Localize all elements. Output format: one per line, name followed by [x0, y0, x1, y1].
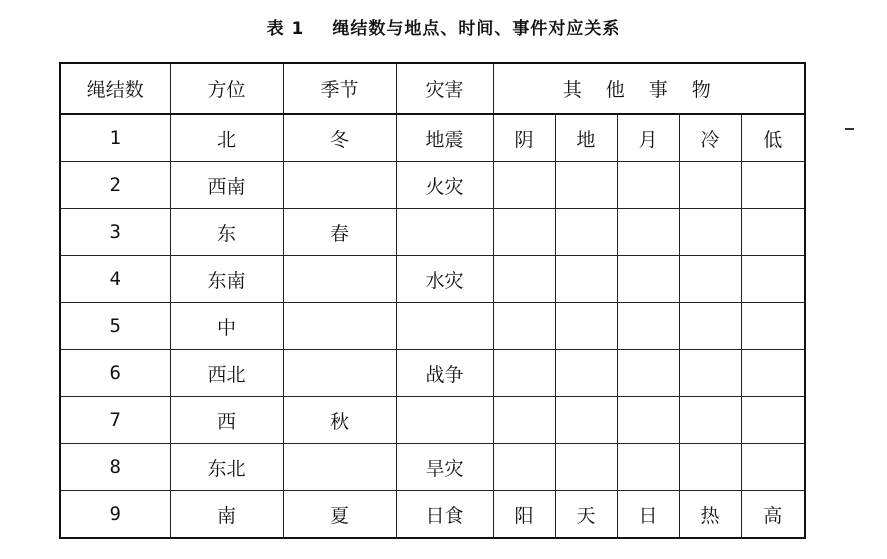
other-cell: 日 — [617, 491, 679, 539]
other-cell — [741, 209, 805, 256]
header-knots: 绳结数 — [60, 63, 170, 114]
other-cell — [555, 303, 617, 350]
other-cell — [617, 444, 679, 491]
other-cell — [679, 350, 741, 397]
knots-cell: 5 — [60, 303, 170, 350]
disaster-cell: 战争 — [396, 350, 493, 397]
season-cell: 春 — [283, 209, 396, 256]
season-cell — [283, 350, 396, 397]
direction-cell: 北 — [170, 114, 283, 162]
table-row — [60, 114, 805, 162]
table-row — [60, 303, 805, 350]
other-cell — [617, 397, 679, 444]
table-row — [60, 256, 805, 303]
direction-cell: 东南 — [170, 256, 283, 303]
direction-cell: 西南 — [170, 162, 283, 209]
season-cell — [283, 444, 396, 491]
other-cell — [679, 303, 741, 350]
direction-cell: 东北 — [170, 444, 283, 491]
table-row — [60, 397, 805, 444]
table-caption — [0, 14, 887, 39]
direction-cell: 南 — [170, 491, 283, 539]
direction-cell: 东 — [170, 209, 283, 256]
direction-cell: 中 — [170, 303, 283, 350]
other-cell — [741, 350, 805, 397]
other-cell — [679, 397, 741, 444]
other-cell — [679, 209, 741, 256]
other-cell — [555, 397, 617, 444]
knots-cell: 1 — [60, 114, 170, 162]
caption-number: 表 1 — [266, 19, 305, 39]
other-cell — [555, 350, 617, 397]
other-cell — [617, 303, 679, 350]
disaster-cell: 水灾 — [396, 256, 493, 303]
direction-cell: 西 — [170, 397, 283, 444]
other-cell — [741, 256, 805, 303]
table-row — [60, 209, 805, 256]
scan-mark — [845, 128, 854, 130]
season-cell — [283, 303, 396, 350]
season-cell: 秋 — [283, 397, 396, 444]
other-cell: 地 — [555, 114, 617, 162]
direction-cell: 西北 — [170, 350, 283, 397]
other-cell — [555, 256, 617, 303]
other-cell — [617, 256, 679, 303]
disaster-cell: 地震 — [396, 114, 493, 162]
season-cell: 夏 — [283, 491, 396, 539]
table-row — [60, 444, 805, 491]
other-cell — [741, 397, 805, 444]
other-cell — [679, 162, 741, 209]
header-direction: 方位 — [170, 63, 283, 114]
other-cell — [493, 256, 555, 303]
disaster-cell — [396, 397, 493, 444]
header-other: 其他事物 — [493, 63, 805, 114]
disaster-cell: 旱灾 — [396, 444, 493, 491]
table-row — [60, 350, 805, 397]
other-cell: 阳 — [493, 491, 555, 539]
other-cell: 天 — [555, 491, 617, 539]
other-cell — [493, 209, 555, 256]
other-cell — [617, 209, 679, 256]
other-cell: 高 — [741, 491, 805, 539]
correspondence-table — [59, 62, 806, 539]
knots-cell: 4 — [60, 256, 170, 303]
disaster-cell — [396, 303, 493, 350]
knots-cell: 6 — [60, 350, 170, 397]
caption-title: 绳结数与地点、时间、事件对应关系 — [332, 19, 621, 39]
header-season: 季节 — [283, 63, 396, 114]
header-disaster: 灾害 — [396, 63, 493, 114]
other-cell: 阴 — [493, 114, 555, 162]
season-cell: 冬 — [283, 114, 396, 162]
other-cell: 冷 — [679, 114, 741, 162]
knots-cell: 3 — [60, 209, 170, 256]
season-cell — [283, 256, 396, 303]
other-cell — [493, 350, 555, 397]
other-cell — [555, 162, 617, 209]
other-cell — [493, 397, 555, 444]
knots-cell: 9 — [60, 491, 170, 539]
other-cell — [741, 162, 805, 209]
other-cell — [493, 162, 555, 209]
other-cell — [617, 162, 679, 209]
other-cell — [555, 444, 617, 491]
disaster-cell: 火灾 — [396, 162, 493, 209]
other-cell — [555, 209, 617, 256]
disaster-cell — [396, 209, 493, 256]
knots-cell: 8 — [60, 444, 170, 491]
knots-cell: 7 — [60, 397, 170, 444]
other-cell — [679, 444, 741, 491]
other-cell: 热 — [679, 491, 741, 539]
disaster-cell: 日食 — [396, 491, 493, 539]
other-cell — [493, 303, 555, 350]
other-cell — [741, 303, 805, 350]
header-row — [60, 63, 805, 114]
other-cell — [493, 444, 555, 491]
other-cell — [741, 444, 805, 491]
other-cell — [617, 350, 679, 397]
table-row — [60, 162, 805, 209]
table-row — [60, 491, 805, 539]
season-cell — [283, 162, 396, 209]
knots-cell: 2 — [60, 162, 170, 209]
other-cell: 月 — [617, 114, 679, 162]
other-cell — [679, 256, 741, 303]
other-cell: 低 — [741, 114, 805, 162]
